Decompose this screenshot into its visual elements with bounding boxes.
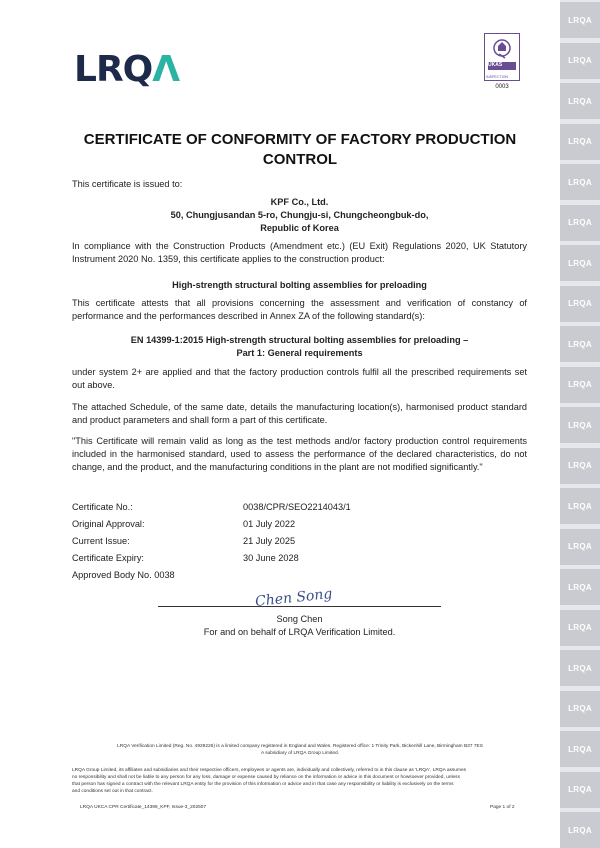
detail-row (72, 553, 299, 563)
ukas-code: 0003 (495, 84, 509, 90)
strip-tile-label: LRQA (560, 43, 600, 79)
lrqa-logo: LRQΛ (74, 49, 180, 90)
signatory-behalf: For and on behalf of LRQA Verification Limited. (203, 627, 396, 637)
strip-tile-label: LRQA (560, 407, 600, 443)
footer-doc-ref: LRQA UKCA CPR Certificate_14399_KPF, Issue-3_202507 (80, 805, 207, 810)
footer-disclaimer-1: LRQA Group Limited, its affiliates and subsidiaries and their respective officers, employees or agents are, individually and collectively, referred to in this clause as 'LRQA'. LRQA assumes (72, 768, 467, 773)
company-address-line1: 50, Chungjusandan 5-ro, Chungju-si, Chungcheongbuk-do, (170, 210, 429, 220)
validity-statement: "This Certificate will remain valid as long as the test methods and/or factory production control requirements included in the harmonised standard, used to assess the performance of the declared characteristics, do not change, and the product, and the manufacturing conditions in the plant are not modified significantly." (72, 436, 527, 472)
standard-line1: EN 14399-1:2015 High-strength structural bolting assemblies for preloading – (130, 335, 469, 345)
detail-row (72, 536, 296, 546)
signatory-name: Song Chen (276, 614, 323, 624)
strip-tile-label: LRQA (560, 610, 600, 646)
strip-tile-label: LRQA (560, 448, 600, 484)
footer-disclaimer-4: and conditions set out in that contract. (72, 789, 153, 794)
company-name: KPF Co., Ltd. (270, 197, 329, 207)
detail-label: Certificate No.: (72, 502, 133, 512)
strip-tile-label: LRQA (560, 83, 600, 119)
approved-body: Approved Body No. 0038 (72, 570, 175, 580)
detail-value: 21 July 2025 (243, 536, 296, 546)
compliance-statement: In compliance with the Construction Products (Amendment etc.) (EU Exit) Regulations 2020, UK Statutory Instrument 2020 No. 1359, this certificate applies to the construction product: (72, 241, 527, 264)
detail-row (72, 502, 351, 512)
strip-tile-label: LRQA (560, 529, 600, 565)
strip-tile-label: LRQA (560, 731, 600, 767)
side-watermark-strip (560, 0, 600, 848)
ukas-label: UKAS (488, 62, 503, 68)
footer-disclaimer-3: that person has signed a contract with the relevant LRQA entity for the provision of this information or advice and in that case any responsibility or liability is exclusively on the terms (72, 782, 454, 787)
strip-tile-label: LRQA (560, 164, 600, 200)
company-address-line2: Republic of Korea (260, 223, 339, 233)
strip-tile-label: LRQA (560, 812, 600, 848)
footer-registration: LRQA Verification Limited (Reg. No. 4929226) is a limited company registered in England and Wales. Registered office: 1 Trinity Park, Bickenhill Lane, Birmingham B37 7ES (117, 744, 483, 749)
attestation-statement: This certificate attests that all provisions concerning the assessment and verification of constancy of performance and the performances described in Annex ZA of the following standard(s): (72, 298, 527, 321)
standard-line2: Part 1: General requirements (236, 348, 363, 358)
footer-subsidiary: A subsidiary of LRQA Group Limited. (260, 751, 340, 756)
detail-value: 30 June 2028 (243, 553, 299, 563)
detail-label: Original Approval: (72, 519, 145, 529)
strip-tile-label: LRQA (560, 691, 600, 727)
product-name: High-strength structural bolting assemblies for preloading (172, 280, 427, 290)
schedule-statement: The attached Schedule, of the same date, details the manufacturing location(s), harmonised product standard and product parameters and shall form a part of this certificate. (72, 402, 527, 425)
strip-tile-label: LRQA (560, 124, 600, 160)
system-statement: under system 2+ are applied and that the factory production controls fulfil all the prescribed requirements set out above. (72, 367, 527, 390)
strip-tile-label: LRQA (560, 245, 600, 281)
strip-tile-label: LRQA (560, 650, 600, 686)
handwritten-signature: Chen Song (254, 585, 334, 611)
detail-label: Certificate Expiry: (72, 553, 144, 563)
detail-value: 01 July 2022 (243, 519, 296, 529)
certificate-title: CERTIFICATE OF CONFORMITY OF FACTORY PRODUCTION CONTROL (83, 131, 517, 168)
footer-disclaimer-2: no responsibility and shall not be liable to any person for any loss, damage or expense caused by reliance on the information or advice in this document or howsoever provided, unless (72, 775, 460, 780)
strip-tile-label: LRQA (560, 205, 600, 241)
signature-line (158, 606, 441, 607)
strip-tile-label: LRQA (560, 569, 600, 605)
footer-page-number: Page 1 of 2 (490, 805, 515, 810)
strip-tile-label: LRQA (560, 772, 600, 808)
issued-to-label: This certificate is issued to: (72, 179, 183, 189)
strip-tile-label: LRQA (560, 367, 600, 403)
detail-value: 0038/CPR/SEO2214043/1 (243, 502, 351, 512)
strip-tile-label: LRQA (560, 286, 600, 322)
detail-label: Current Issue: (72, 536, 130, 546)
detail-row (72, 519, 296, 529)
strip-tile-label: LRQA (560, 488, 600, 524)
strip-tile-label: LRQA (560, 2, 600, 38)
strip-tile-label: LRQA (560, 326, 600, 362)
ukas-sub: INSPECTION (486, 75, 508, 79)
